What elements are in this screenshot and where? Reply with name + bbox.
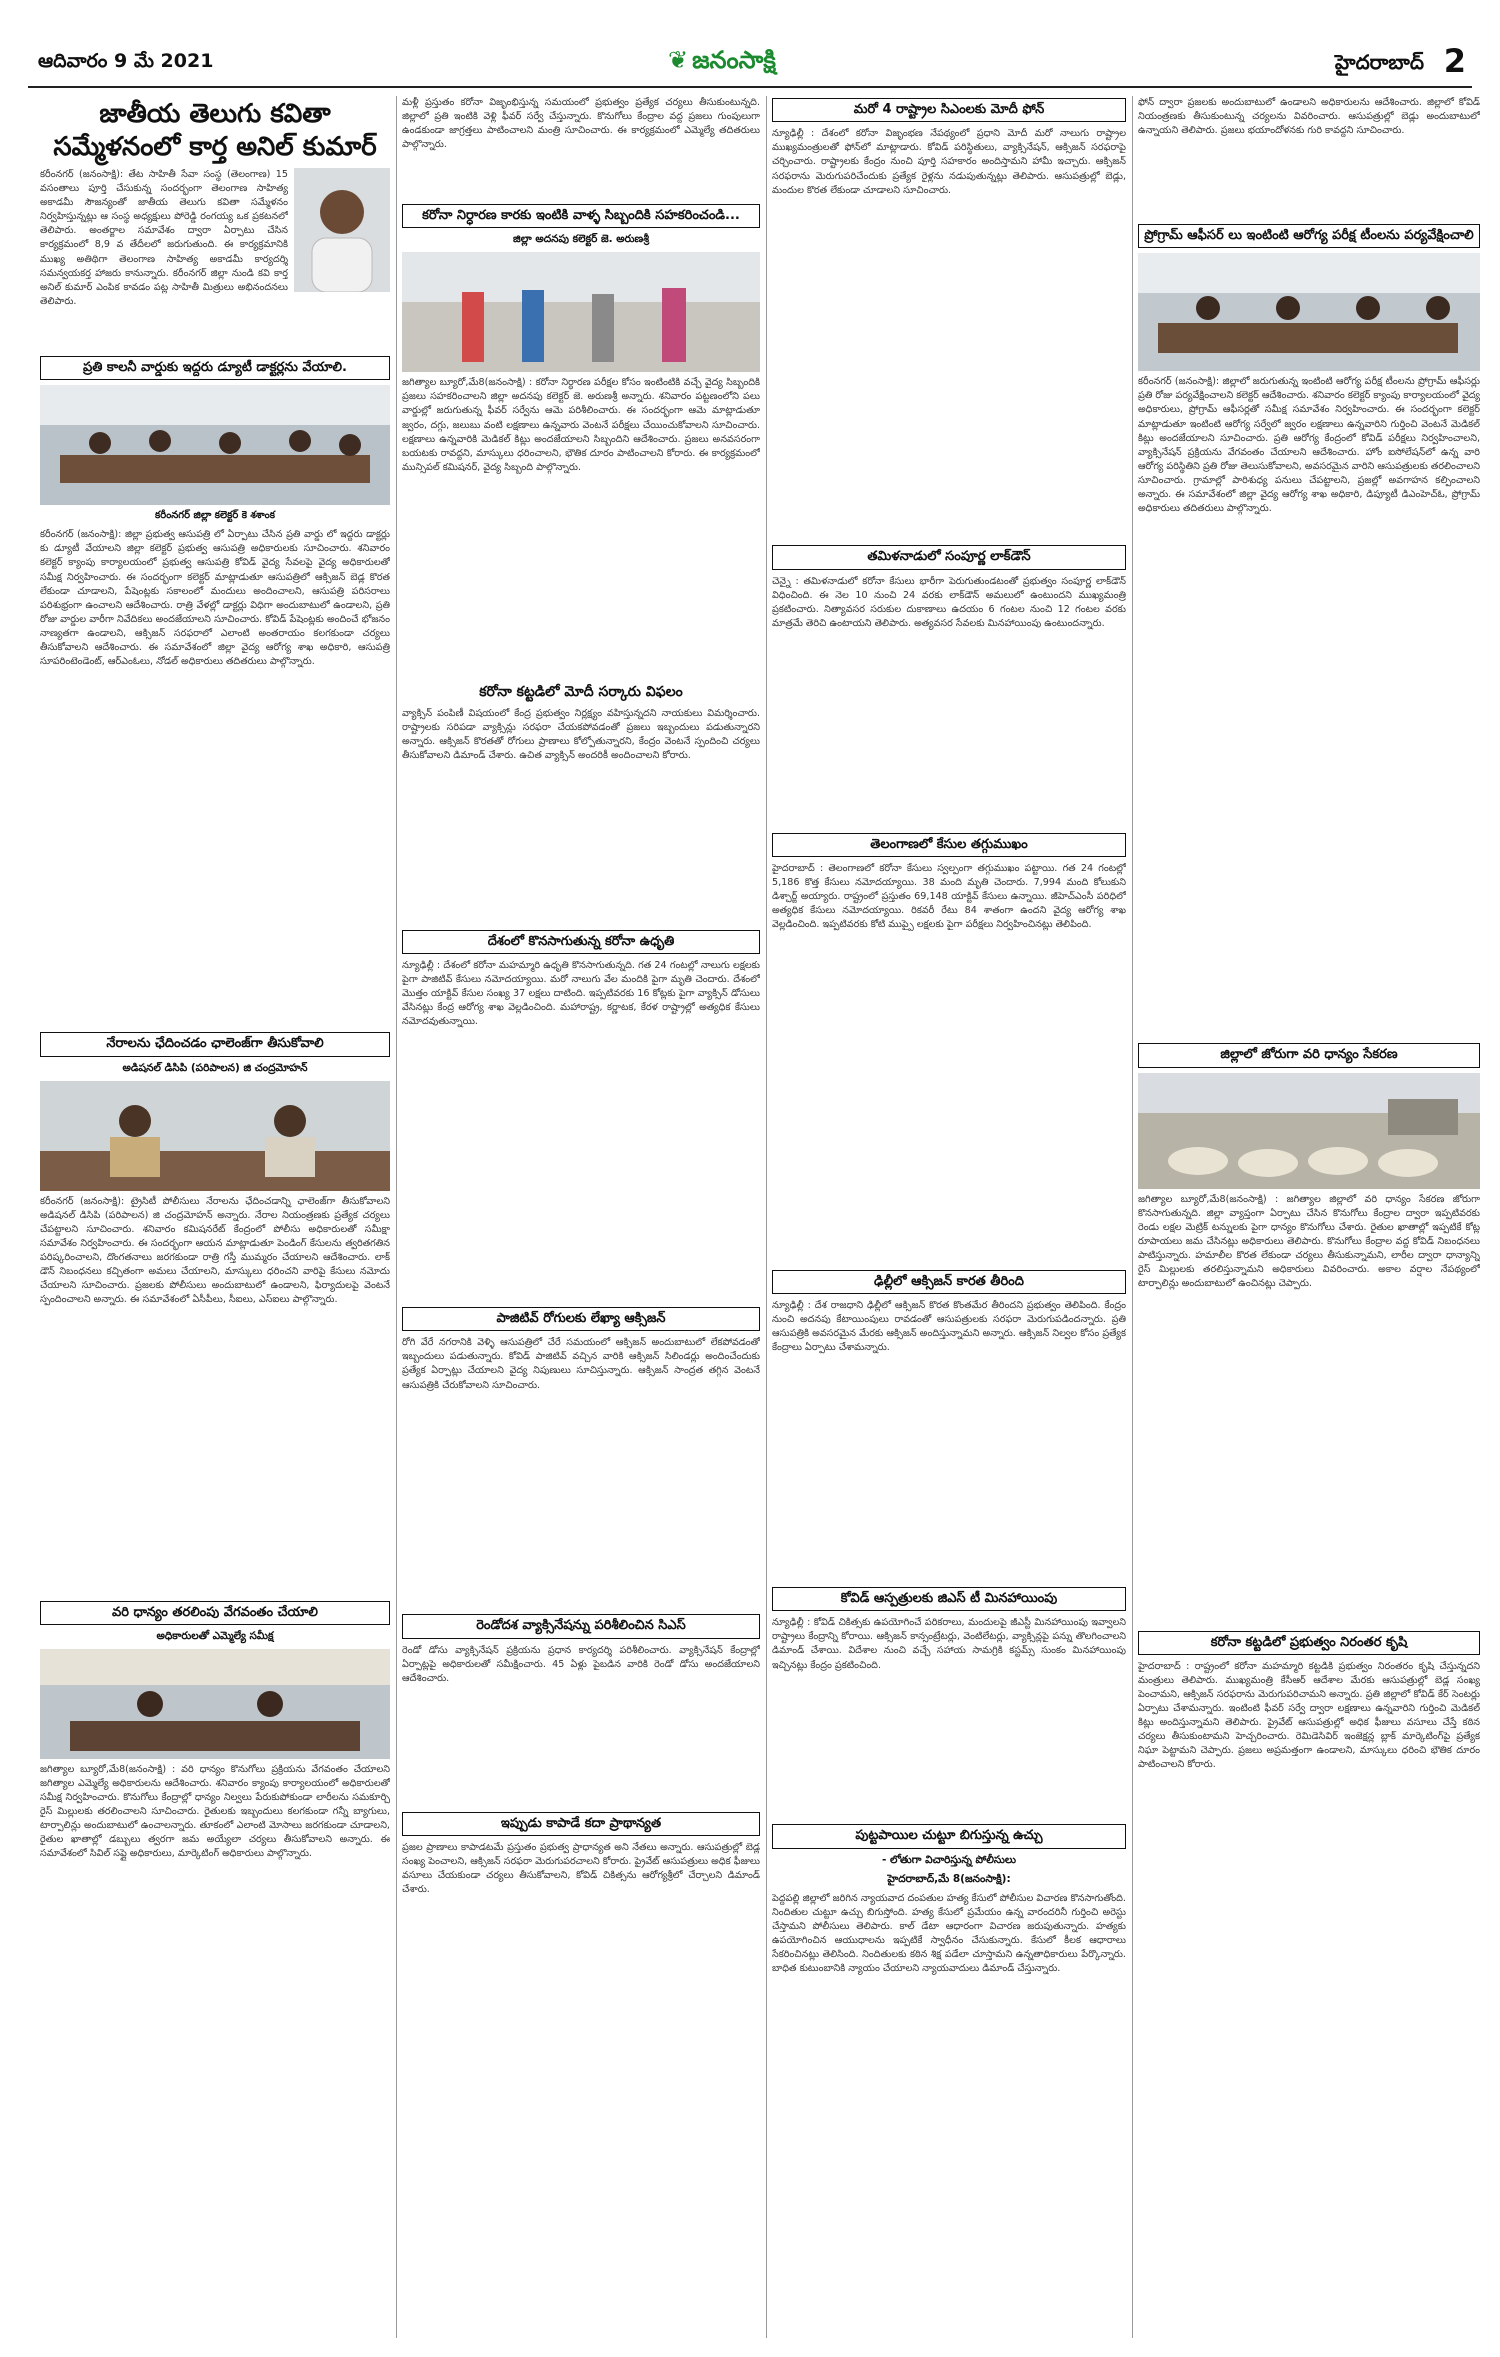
article-body: కరీంనగర్ (జనంసాక్షి): జిల్లా ప్రభుత్వ ఆసుపత్రి లో ఏర్పాటు చేసిన ప్రతి వార్డు లో ఇద్దరు డాక్టర్లు కు డ్యూటీ వేయాలని జిల్లా కలెక్టర్ ప్రభుత్వ ఆసుపత్రి అధికారులకు సూచించారు. శనివారం కలెక్టర్ క్యాంపు కార్యాలయంలో ప్రభుత్వ ఆసుపత్రి కోవిడ్ వైద్య సేవలపై వైద్య అధికారులతో సమీక్ష నిర్వహించారు. ఈ సందర్భంగా కలెక్టర్ మాట్లాడుతూ ఆసుపత్రిలో ఆక్సిజన్ బెడ్ల కొరత లేకుండా చూడాలని, పేషెంట్లకు సకాలంలో మందులు అందించాలని, ఆసుపత్రి పరిసరాలు పరిశుభ్రంగా ఉంచాలని ఆదేశించారు. రాత్రి వేళల్లో డాక్టర్లు విధిగా అందుబాటులో ఉండాలని, ప్రతి రోజు వార్డుల వారీగా నివేదికలు అందజేయాలని సూచించారు. కోవిడ్ పేషెంట్లకు అందించే భోజనం నాణ్యతగా ఉండాలని, ఆక్సిజన్ సరఫరాలో ఎలాంటి అంతరాయం కలగకుండా చర్యలు తీసుకోవాలని ఆదేశించారు. ఈ సమావేశంలో జిల్లా వైద్య ఆరోగ్య శాఖ అధికారి, ఆసుపత్రి సూపరింటెండెంట్, ఆర్ఎంఓలు, నోడల్ అధికారులు తదితరులు పాల్గొన్నారు. (40, 529, 390, 668)
column-2 (402, 96, 760, 2338)
article-body: ఫోన్ ద్వారా ప్రజలకు అందుబాటులో ఉండాలని అధికారులను ఆదేశించారు. జిల్లాలో కోవిడ్ నియంత్రణకు తీసుకుంటున్న చర్యలను వివరించారు. ఆసుపత్రుల్లో బెడ్లు అందుబాటులో ఉన్నాయని తెలిపారు. ప్రజలు భయాందోళనకు గురి కావద్దని సూచించారు. (1138, 97, 1480, 137)
article-headline: వరి ధాన్యం తరలింపు వేగవంతం చేయాలి (40, 1601, 390, 1625)
article (40, 1599, 390, 2028)
article-body: న్యూఢిల్లీ : దేశ రాజధాని ఢిల్లీలో ఆక్సిజన్ కొరత కొంతమేర తీరిందని ప్రభుత్వం తెలిపింది. కేంద్రం నుంచి అదనపు కేటాయింపులు రావడంతో ఆసుపత్రులకు సరఫరా మెరుగుపడిందన్నారు. ప్రతి ఆసుపత్రికి అవసరమైన మేరకు ఆక్సిజన్ అందిస్తున్నామని అన్నారు. ఆక్సిజన్ నిల్వల కోసం ప్రత్యేక కేంద్రాలు ఏర్పాటు చేశామన్నారు. (772, 1300, 1126, 1354)
article-headline: నేరాలను ఛేదించడం ఛాలెంజ్‌గా తీసుకోవాలి (40, 1032, 390, 1056)
fever-survey-photo (402, 252, 760, 372)
article-headline: పాజిటివ్ రోగులకు లేఖ్యా ఆక్సిజన్ (402, 1307, 760, 1331)
article-headline: ఢిల్లీలో ఆక్సిజన్ కారత తీరింది (772, 1270, 1126, 1294)
article (40, 354, 390, 1024)
article-headline: రెండోదశ వ్యాక్సినేషన్ను పరిశీలించిన సిఎస్ (402, 1614, 760, 1638)
article-body: న్యూఢిల్లీ : దేశంలో కరోనా విజృంభణ నేపథ్యంలో ప్రధాని మోదీ మరో నాలుగు రాష్ట్రాల ముఖ్యమంత్రులతో ఫోన్‌లో మాట్లాడారు. కోవిడ్ పరిస్థితులు, వ్యాక్సినేషన్, ఆక్సిజన్ సరఫరాపై చర్చించారు. రాష్ట్రాలకు కేంద్రం నుంచి పూర్తి సహకారం అందిస్తామని హామీ ఇచ్చారు. ఆక్సిజన్ సరఫరాను మెరుగుపరిచేందుకు ప్రత్యేక రైళ్లను నడుపుతున్నట్లు తెలిపారు. ఆసుపత్రుల్లో బెడ్లు, మందుల కొరత లేకుండా చూడాలని సూచించారు. (772, 128, 1126, 196)
article-body: మళ్లీ ప్రస్తుతం కరోనా విజృంభిస్తున్న సమయంలో ప్రభుత్వం ప్రత్యేక చర్యలు తీసుకుంటున్నది. జిల్లాలో ప్రతి ఇంటికి వెళ్లి ఫీవర్ సర్వే చేస్తున్నారు. కొనుగోలు కేంద్రాల వద్ద ప్రజలు గుంపులుగా ఉండకుండా జాగ్రత్తలు పాటించాలని మంత్రి సూచించారు. ఈ కార్యక్రమంలో ఎమ్మెల్యే తదితరులు పాల్గొన్నారు. (402, 97, 760, 151)
article-headline: జిల్లాలో జోరుగా వరి ధాన్యం సేకరణ (1138, 1043, 1480, 1067)
article-body: వ్యాక్సిన్ పంపిణీ విషయంలో కేంద్ర ప్రభుత్వం నిర్లక్ష్యం వహిస్తున్నదని నాయకులు విమర్శించారు. రాష్ట్రాలకు సరిపడా వ్యాక్సిన్లు సరఫరా చేయకపోవడంతో ప్రజలు ఇబ్బందులు పడుతున్నారని అన్నారు. ఆక్సిజన్ కొరతతో రోగులు ప్రాణాలు కోల్పోతున్నారని, కేంద్రం వెంటనే స్పందించి చర్యలు తీసుకోవాలని డిమాండ్ చేశారు. ఉచిత వ్యాక్సిన్ అందరికీ అందించాలని కోరారు. (402, 707, 760, 762)
photo-caption: కరీంనగర్ జిల్లా కలెక్టర్ కె శశాంక (155, 510, 275, 522)
article-headline: జాతీయ తెలుగు కవితా సమ్మేళనంలో కార్త అనిల్ కుమార్ (53, 99, 377, 162)
article-body: జగిత్యాల బ్యూరో,మే8(జనంసాక్షి) : జగిత్యాల జిల్లాలో వరి ధాన్యం సేకరణ జోరుగా కొనసాగుతున్నది. జిల్లా వ్యాప్తంగా ఏర్పాటు చేసిన కొనుగోలు కేంద్రాల ద్వారా ఇప్పటివరకు రెండు లక్షల మెట్రిక్ టన్నులకు పైగా ధాన్యం కొనుగోలు చేశారు. రైతుల ఖాతాల్లో ఇప్పటికే కోట్ల రూపాయలు జమ చేసినట్లు అధికారులు తెలిపారు. కొనుగోలు కేంద్రాల వద్ద కోవిడ్ నిబంధనలు పాటిస్తున్నారు. హమాలీల కొరత లేకుండా చర్యలు తీసుకున్నామని, లారీల ద్వారా ధాన్యాన్ని రైస్ మిల్లులకు తరలిస్తున్నామని అధికారులు వివరించారు. అకాల వర్షాల నేపథ్యంలో టార్పాలిన్లు అందుబాటులో ఉంచినట్లు చెప్పారు. (1138, 1193, 1480, 1290)
article-headline: తెలంగాణలో కేసుల తగ్గుముఖం (772, 833, 1126, 857)
health-review-photo (1138, 253, 1480, 371)
article-headline: ప్రతి కాలనీ వార్డుకు ఇద్దరు డ్యూటీ డాక్టర్లను వేయాలి. (40, 356, 390, 380)
newspaper-name: జనంసాక్షి (692, 46, 776, 74)
article-body: కరీంనగర్ (జనంసాక్షి): ట్రైసిటీ పోలీసులు నేరాలను ఛేదించడాన్ని ఛాలెంజ్‌గా తీసుకోవాలని అడిషనల్ డిసిపి (పరిపాలన) జి చంద్రమోహన్ అన్నారు. నేరాల నియంత్రణకు ప్రత్యేక చర్యలు చేపట్టాలని సూచించారు. శనివారం కమిషనరేట్ కేంద్రంలో పోలీసు అధికారులతో సమీక్షా సమావేశం నిర్వహించారు. ఈ సందర్భంగా ఆయన మాట్లాడుతూ పెండింగ్ కేసులను త్వరితగతిన పరిష్కరించాలని, దొంగతనాలు జరగకుండా రాత్రి గస్తీ ముమ్మరం చేయాలని ఆదేశించారు. లాక్ డౌన్ నిబంధనలు కచ్చితంగా అమలు చేయాలని, మాస్కులు ధరించని వారిపై కేసులు నమోదు చేయాలని సూచించారు. ప్రజలకు పోలీసులు అందుబాటులో ఉండాలని, ఫిర్యాదులపై వెంటనే స్పందించాలని అన్నారు. ఈ సమావేశంలో ఏసీపీలు, సీఐలు, ఎస్ఐలు పాల్గొన్నారు. (40, 1195, 390, 1306)
article (402, 1612, 760, 1803)
newspaper-logo (668, 46, 776, 80)
leaf-icon: ❦ (668, 46, 689, 74)
column-1 (40, 96, 390, 2338)
article (40, 1030, 390, 1592)
article-body: న్యూఢిల్లీ : కోవిడ్ చికిత్సకు ఉపయోగించే పరికరాలు, మందులపై జీఎస్టీ మినహాయింపు ఇవ్వాలని రాష్ట్రాలు కేంద్రాన్ని కోరాయి. ఆక్సిజన్ కాన్సంట్రేటర్లు, వెంటిలేటర్లు, వ్యాక్సిన్లపై పన్ను తొలగించాలని డిమాండ్ చేశాయి. విదేశాల నుంచి వచ్చే సహాయ సామగ్రికి కస్టమ్స్ సుంకం మినహాయింపు ఇచ్చినట్లు కేంద్రం ప్రకటించింది. (772, 1617, 1126, 1671)
article-byline: అధికారులతో ఎమ్మెల్యే సమీక్ష (156, 1629, 274, 1642)
column-4 (1138, 96, 1480, 2338)
article-headline: కరోనా నిర్ధారణ కారకు ఇంటికి వాళ్ళ సిబ్బందికి సహకరించండి... (402, 204, 760, 228)
article (402, 682, 760, 922)
article-body: రోగి వేరే నగరానికి వెళ్ళి ఆసుపత్రిలో చేరే సమయంలో ఆక్సిజన్ అందుబాటులో లేకపోవడంతో ఇబ్బందులు పడుతున్నారు. కోవిడ్ పాజిటివ్ వచ్చిన వారికి ఆక్సిజన్ సిలిండర్లు అందించేందుకు ప్రత్యేక ఏర్పాట్లు చేయాలని వైద్య నిపుణులు సూచిస్తున్నారు. ఆక్సిజన్ సాంద్రత తగ్గిన వెంటనే ఆసుపత్రికి చేరుకోవాలని సూచించారు. (402, 1337, 760, 1391)
article (772, 543, 1126, 824)
article-body: హైదరాబాద్ : రాష్ట్రంలో కరోనా మహమ్మారి కట్టడికి ప్రభుత్వం నిరంతరం కృషి చేస్తున్నదని మంత్రులు తెలిపారు. ముఖ్యమంత్రి కేసీఆర్ ఆదేశాల మేరకు ఆసుపత్రుల్లో బెడ్ల సంఖ్య పెంచామని, ఆక్సిజన్ సరఫరాను మెరుగుపరిచామని అన్నారు. ప్రతి జిల్లాలో కోవిడ్ కేర్ సెంటర్లు ఏర్పాటు చేశామన్నారు. ఇంటింటి ఫీవర్ సర్వే ద్వారా లక్షణాలు ఉన్నవారిని గుర్తించి మెడికల్ కిట్లు అందిస్తున్నామని తెలిపారు. ప్రైవేట్ ఆసుపత్రుల్లో అధిక ఫీజులు వసూలు చేస్తే కఠిన చర్యలు తీసుకుంటామని హెచ్చరించారు. రెమిడెసివిర్ ఇంజెక్షన్ల బ్లాక్ మార్కెటింగ్‌పై ప్రత్యేక నిఘా పెట్టామని చెప్పారు. ప్రజలు అప్రమత్తంగా ఉండాలని, మాస్కులు ధరించి భౌతిక దూరం పాటించాలని కోరారు. (1138, 1660, 1480, 1771)
article (772, 1822, 1126, 2338)
article-headline: పుట్టపాయిల చుట్టూ బిగుస్తున్న ఉచ్చు (772, 1824, 1126, 1848)
article (1138, 222, 1480, 1035)
issue-date: ఆదివారం 9 మే 2021 (38, 50, 214, 72)
article (772, 1585, 1126, 1816)
article (402, 96, 760, 196)
article-headline: మరో 4 రాష్ట్రాల సిఎంలకు మోదీ ఫోన్ (772, 98, 1126, 122)
article-body: రెండో డోసు వ్యాక్సినేషన్ ప్రక్రియను ప్రధాన కార్యదర్శి పరిశీలించారు. వ్యాక్సినేషన్ కేంద్రాల్లో ఏర్పాట్లపై అధికారులతో సమీక్షించారు. 45 ఏళ్లు పైబడిన వారికి రెండో డోసు అందజేయాలని ఆదేశించారు. (402, 1644, 760, 1684)
article (772, 96, 1126, 537)
column-3 (772, 96, 1126, 2338)
article-dateline: హైదరాబాద్,మే 8(జనంసాక్షి): (887, 1872, 1011, 1885)
article-headline: కోవిడ్ ఆస్పత్రులకు జిఎస్ టీ మినహాయింపు (772, 1587, 1126, 1611)
article-body: జగిత్యాల బ్యూరో,మే8(జనంసాక్షి) : వరి ధాన్యం కొనుగోలు ప్రక్రియను వేగవంతం చేయాలని జగిత్యాల ఎమ్మెల్యే అధికారులను ఆదేశించారు. శనివారం క్యాంపు కార్యాలయంలో అధికారులతో సమీక్ష నిర్వహించారు. కొనుగోలు కేంద్రాల్లో ధాన్యం నిల్వలు పేరుకుపోకుండా లారీలను సమకూర్చి రైస్ మిల్లులకు తరలించాలని సూచించారు. రైతులకు ఇబ్బందులు కలగకుండా గన్నీ బ్యాగులు, టార్పాలిన్లు అందుబాటులో ఉంచాలన్నారు. తూకంలో ఎలాంటి మోసాలు జరగకుండా చూడాలని, రైతుల ఖాతాల్లో డబ్బులు త్వరగా జమ అయ్యేలా చర్యలు తీసుకోవాలని అన్నారు. ఈ సమావేశంలో సివిల్ సప్లై అధికారులు, మార్కెటింగ్ అధికారులు పాల్గొన్నారు. (40, 1763, 390, 1860)
edition-city: హైదరాబాద్ (1334, 50, 1424, 74)
article-body: జగిత్యాల బ్యూరో,మే8(జనంసాక్షి) : కరోనా నిర్ధారణ పరీక్షల కోసం ఇంటింటికి వచ్చే వైద్య సిబ్బందికి ప్రజలు సహకరించాలని జిల్లా అదనపు కలెక్టర్ జె. అరుణశ్రీ అన్నారు. శనివారం పట్టణంలోని పలు వార్డుల్లో జరుగుతున్న ఫీవర్ సర్వేను ఆమె పరిశీలించారు. ఈ సందర్భంగా ఆమె మాట్లాడుతూ జ్వరం, దగ్గు, జలుబు వంటి లక్షణాలు ఉన్నవారు వెంటనే పరీక్షలు చేయించుకోవాలని సూచించారు. లక్షణాలు ఉన్నవారికి మెడికల్ కిట్లు అందజేయాలని సిబ్బందిని ఆదేశించారు. ప్రజలు అనవసరంగా బయటకు రావద్దని, మాస్కులు ధరించాలని, భౌతిక దూరం పాటించాలని కోరారు. ఈ కార్యక్రమంలో మున్సిపల్ కమిషనర్, వైద్య సిబ్బంది పాల్గొన్నారు. (402, 377, 760, 473)
article (402, 928, 760, 1299)
article-headline: ప్రోగ్రామ్ ఆఫీసర్ లు ఇంటింటి ఆరోగ్య పరీక్ష టీంలను పర్యవేక్షించాలి (1138, 224, 1480, 248)
article-headline: తమిళనాడులో సంపూర్ణ లాక్‌డౌన్ (772, 545, 1126, 569)
article (402, 1810, 760, 2281)
article (1138, 1629, 1480, 2260)
article (402, 1305, 760, 1606)
page-number: 2 (1443, 42, 1466, 80)
article-byline: అడిషనల్ డిసిపి (పరిపాలన) జి చంద్రమోహన్ (122, 1061, 308, 1074)
article (40, 96, 390, 348)
police-meeting-photo (40, 1081, 390, 1191)
column-divider (1132, 96, 1133, 2338)
article-body: న్యూఢిల్లీ : దేశంలో కరోనా మహమ్మారి ఉధృతి కొనసాగుతున్నది. గత 24 గంటల్లో నాలుగు లక్షలకు పైగా పాజిటివ్ కేసులు నమోదయ్యాయి. మరో నాలుగు వేల మందికి పైగా మృతి చెందారు. దేశంలో మొత్తం యాక్టివ్ కేసుల సంఖ్య 37 లక్షలు దాటింది. ఇప్పటివరకు 16 కోట్లకు పైగా వ్యాక్సిన్ డోసులు వేసినట్లు కేంద్ర ఆరోగ్య శాఖ వెల్లడించింది. మహారాష్ట్ర, కర్ణాటక, కేరళ రాష్ట్రాల్లో అత్యధిక కేసులు నమోదవుతున్నాయి. (402, 960, 760, 1028)
article-byline: జిల్లా అదనపు కలెక్టర్ జె. అరుణశ్రీ (513, 233, 649, 246)
meeting-photo (40, 385, 390, 505)
article-body: కరీంనగర్ (జనంసాక్షి): తేట సాహితీ సేవా సంస్థ (తెలంగాణ) 15 వసంతాలు పూర్తి చేసుకున్న సందర్భంగా తెలంగాణ సాహిత్య అకాడమీ సౌజన్యంతో జాతీయ తెలుగు కవితా సమ్మేళనం నిర్వహిస్తున్నట్లు ఆ సంస్థ అధ్యక్షులు పోరెడ్డి రంగయ్య ఒక ప్రకటనలో తెలిపారు. అంతర్జాల సమావేశం ద్వారా ఏర్పాటు చేసిన కార్యక్రమంలో 8,9 వ తేదీలలో జరుగుతుంది. ఈ కార్యక్రమానికి ముఖ్య అతిథిగా తెలంగాణ సాహిత్య అకాడమీ కార్యదర్శి సమన్వయకర్త హాజరు కానున్నారు. కరీంనగర్ జిల్లా నుండి కవి కార్త అనిల్ కుమార్ ఎంపిక కావడం పట్ల సాహితీ మిత్రులు అభినందనలు తెలిపారు. (40, 169, 288, 307)
article-body: హైదరాబాద్ : తెలంగాణలో కరోనా కేసులు స్వల్పంగా తగ్గుముఖం పట్టాయి. గత 24 గంటల్లో 5,186 కొత్త కేసులు నమోదయ్యాయి. 38 మంది మృతి చెందారు. 7,994 మంది కోలుకుని డిశ్చార్జ్ అయ్యారు. రాష్ట్రంలో ప్రస్తుతం 69,148 యాక్టివ్ కేసులు ఉన్నాయి. జీహెచ్ఎంసీ పరిధిలో అత్యధిక కేసులు నమోదయ్యాయి. రికవరీ రేటు 84 శాతంగా ఉందని వైద్య ఆరోగ్య శాఖ వెల్లడించింది. ఇప్పటివరకు కోటి ముప్పై లక్షలకు పైగా పరీక్షలు నిర్వహించినట్లు తెలిపింది. (772, 862, 1126, 931)
article (772, 831, 1126, 1262)
article-body: ప్రజల ప్రాణాలు కాపాడటమే ప్రస్తుతం ప్రభుత్వ ప్రాధాన్యత అని నేతలు అన్నారు. ఆసుపత్రుల్లో బెడ్ల సంఖ్య పెంచాలని, ఆక్సిజన్ సరఫరా మెరుగుపరచాలని కోరారు. ప్రైవేట్ ఆసుపత్రులు అధిక ఫీజులు వసూలు చేయకుండా చర్యలు తీసుకోవాలని, కోవిడ్ చికిత్సను ఆరోగ్యశ్రీలో చేర్చాలని డిమాండ్ చేశారు. (402, 1841, 760, 1896)
article-body: కరీంనగర్ (జనంసాక్షి): జిల్లాలో జరుగుతున్న ఇంటింటి ఆరోగ్య పరీక్ష టీంలను ప్రోగ్రామ్ ఆఫీసర్లు ప్రతి రోజు పర్యవేక్షించాలని కలెక్టర్ ఆదేశించారు. శనివారం కలెక్టర్ క్యాంపు కార్యాలయంలో వైద్య అధికారులు, ప్రోగ్రామ్ ఆఫీసర్లతో సమీక్ష సమావేశం నిర్వహించారు. ఈ సందర్భంగా కలెక్టర్ మాట్లాడుతూ ఇంటింటి ఆరోగ్య సర్వేలో జ్వరం లక్షణాలు ఉన్నవారిని గుర్తించి వెంటనే మెడికల్ కిట్లు అందజేయాలని సూచించారు. ప్రతి ఆరోగ్య కేంద్రంలో కోవిడ్ పరీక్షలు నిర్వహించాలని, వ్యాక్సినేషన్ ప్రక్రియను వేగవంతం చేయాలని ఆదేశించారు. హోం ఐసోలేషన్‌లో ఉన్న వారి ఆరోగ్య పరిస్థితిని ప్రతి రోజు తెలుసుకోవాలని, అవసరమైన వారిని ఆసుపత్రులకు తరలించాలని సూచించారు. గ్రామాల్లో పారిశుధ్య పనులు చేపట్టాలని, ప్రజల్లో అవగాహన కల్పించాలని అన్నారు. ఈ సమావేశంలో జిల్లా వైద్య ఆరోగ్య శాఖ అధికారి, డిప్యూటీ డిఎంహెచ్ఓ, ప్రోగ్రామ్ అధికారులు తదితరులు పాల్గొన్నారు. (1138, 376, 1480, 515)
article (1138, 1041, 1480, 1622)
article-byline: - లోతుగా విచారిస్తున్న పోలీసులు (881, 1853, 1017, 1866)
article-body: పెద్దపల్లి జిల్లాలో జరిగిన న్యాయవాద దంపతుల హత్య కేసులో పోలీసుల విచారణ కొనసాగుతోంది. నిందితుల చుట్టూ ఉచ్చు బిగుస్తోంది. హత్య కేసులో ప్రమేయం ఉన్న వారందరినీ గుర్తించి అరెస్టు చేస్తామని పోలీసులు తెలిపారు. కాల్ డేటా ఆధారంగా విచారణ జరుపుతున్నారు. హత్యకు ఉపయోగించిన ఆయుధాలను ఇప్పటికే స్వాధీనం చేసుకున్నారు. కేసులో కీలక ఆధారాలు సేకరించినట్లు తెలిసింది. నిందితులకు కఠిన శిక్ష పడేలా చూస్తామని ఉన్నతాధికారులు పేర్కొన్నారు. బాధిత కుటుంబానికి న్యాయం చేయాలని న్యాయవాదులు డిమాండ్ చేస్తున్నారు. (772, 1892, 1126, 1974)
mla-review-photo (40, 1649, 390, 1759)
column-divider (396, 96, 397, 2338)
article (1138, 96, 1480, 216)
article-headline: దేశంలో కొనసాగుతున్న కరోనా ఉధృతి (402, 930, 760, 954)
article (402, 202, 760, 676)
article-headline: ఇప్పుడు కాపాడే కదా ప్రాథాన్యత (402, 1812, 760, 1836)
article-body: చెన్నై : తమిళనాడులో కరోనా కేసులు భారీగా పెరుగుతుండటంతో ప్రభుత్వం సంపూర్ణ లాక్‌డౌన్ విధించింది. ఈ నెల 10 నుంచి 24 వరకు లాక్‌డౌన్ అమలులో ఉంటుందని ముఖ్యమంత్రి ప్రకటించారు. నిత్యావసర సరుకుల దుకాణాలు ఉదయం 6 గంటల నుంచి 12 గంటల వరకు మాత్రమే తెరిచి ఉంటాయని తెలిపారు. అత్యవసర సేవలకు మినహాయింపు ఉంటుందన్నారు. (772, 575, 1126, 629)
article-headline: కరోనా కట్టడిలో ప్రభుత్వం నిరంతర కృషి (1138, 1631, 1480, 1655)
masthead (28, 40, 1472, 88)
column-divider (766, 96, 767, 2338)
paddy-procurement-photo (1138, 1073, 1480, 1189)
article-headline: కరోనా కట్టడిలో మోదీ సర్కారు విఫలం (479, 684, 683, 701)
article (772, 1268, 1126, 1579)
portrait-photo (294, 168, 390, 292)
